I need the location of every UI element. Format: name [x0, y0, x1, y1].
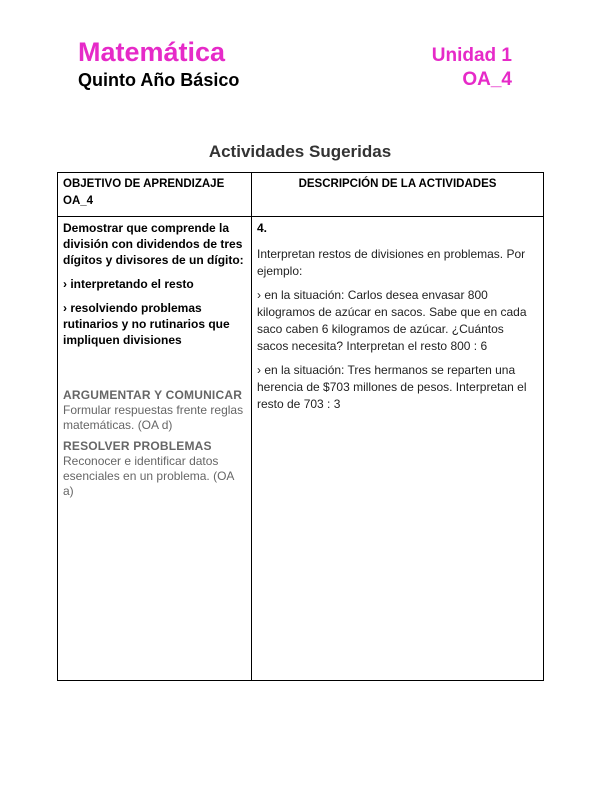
objective-cell [58, 217, 252, 681]
skill-title: RESOLVER PROBLEMAS [63, 439, 212, 453]
table-header-row [58, 173, 544, 217]
activity-intro: Interpretan restos de divisiones en problemas. Por ejemplo: [257, 247, 526, 278]
unit-label: Unidad 1 [431, 45, 512, 66]
skill-title: ARGUMENTAR Y COMUNICAR [63, 388, 243, 402]
skill-text: Formular respuestas frente reglas matemáticas. (OA d) [63, 403, 244, 432]
objective-bullet: › resolviendo problemas rutinarios y no rutinarios que impliquen divisiones [63, 301, 230, 347]
activity-cell [252, 217, 544, 681]
header-right [432, 44, 512, 92]
header-left [78, 36, 239, 91]
table-body-row [58, 217, 544, 681]
objective-bullet: › interpretando el resto [63, 277, 194, 291]
section-title: Actividades Sugeridas [208, 142, 392, 161]
skills-block [63, 388, 246, 499]
skill-item [63, 388, 246, 433]
objective-text: Demostrar que comprende la división con dividendos de tres dígitos y divisores de un dígito: [63, 221, 244, 267]
activity-number: 4. [257, 221, 268, 235]
objective-header-cell [58, 173, 252, 217]
objective-header: OBJETIVO DE APRENDIZAJE [63, 178, 225, 190]
description-header: DESCRIPCIÓN DE LA ACTIVIDADES [298, 178, 497, 190]
activity-item: › en la situación: Carlos desea envasar 800 kilogramos de azúcar en sacos. Sabe que en cada saco caben 6 kilogramos de azúcar. ¿Cuántos sacos necesita? Interpretan el resto 800 : 6 [257, 288, 527, 353]
description-header-cell [252, 173, 544, 217]
grade-subtitle: Quinto Año Básico [78, 70, 240, 90]
skill-text: Reconocer e identificar datos esenciales en un problema. (OA a) [63, 454, 234, 498]
skill-item [63, 439, 246, 499]
subject-title: Matemática [78, 37, 226, 67]
oa-label: OA_4 [462, 69, 512, 90]
activity-item: › en la situación: Tres hermanos se reparten una herencia de $703 millones de pesos. Interpretan el resto de 703 : 3 [257, 363, 527, 411]
activities-table [57, 172, 544, 681]
objective-code: OA_4 [63, 195, 94, 207]
